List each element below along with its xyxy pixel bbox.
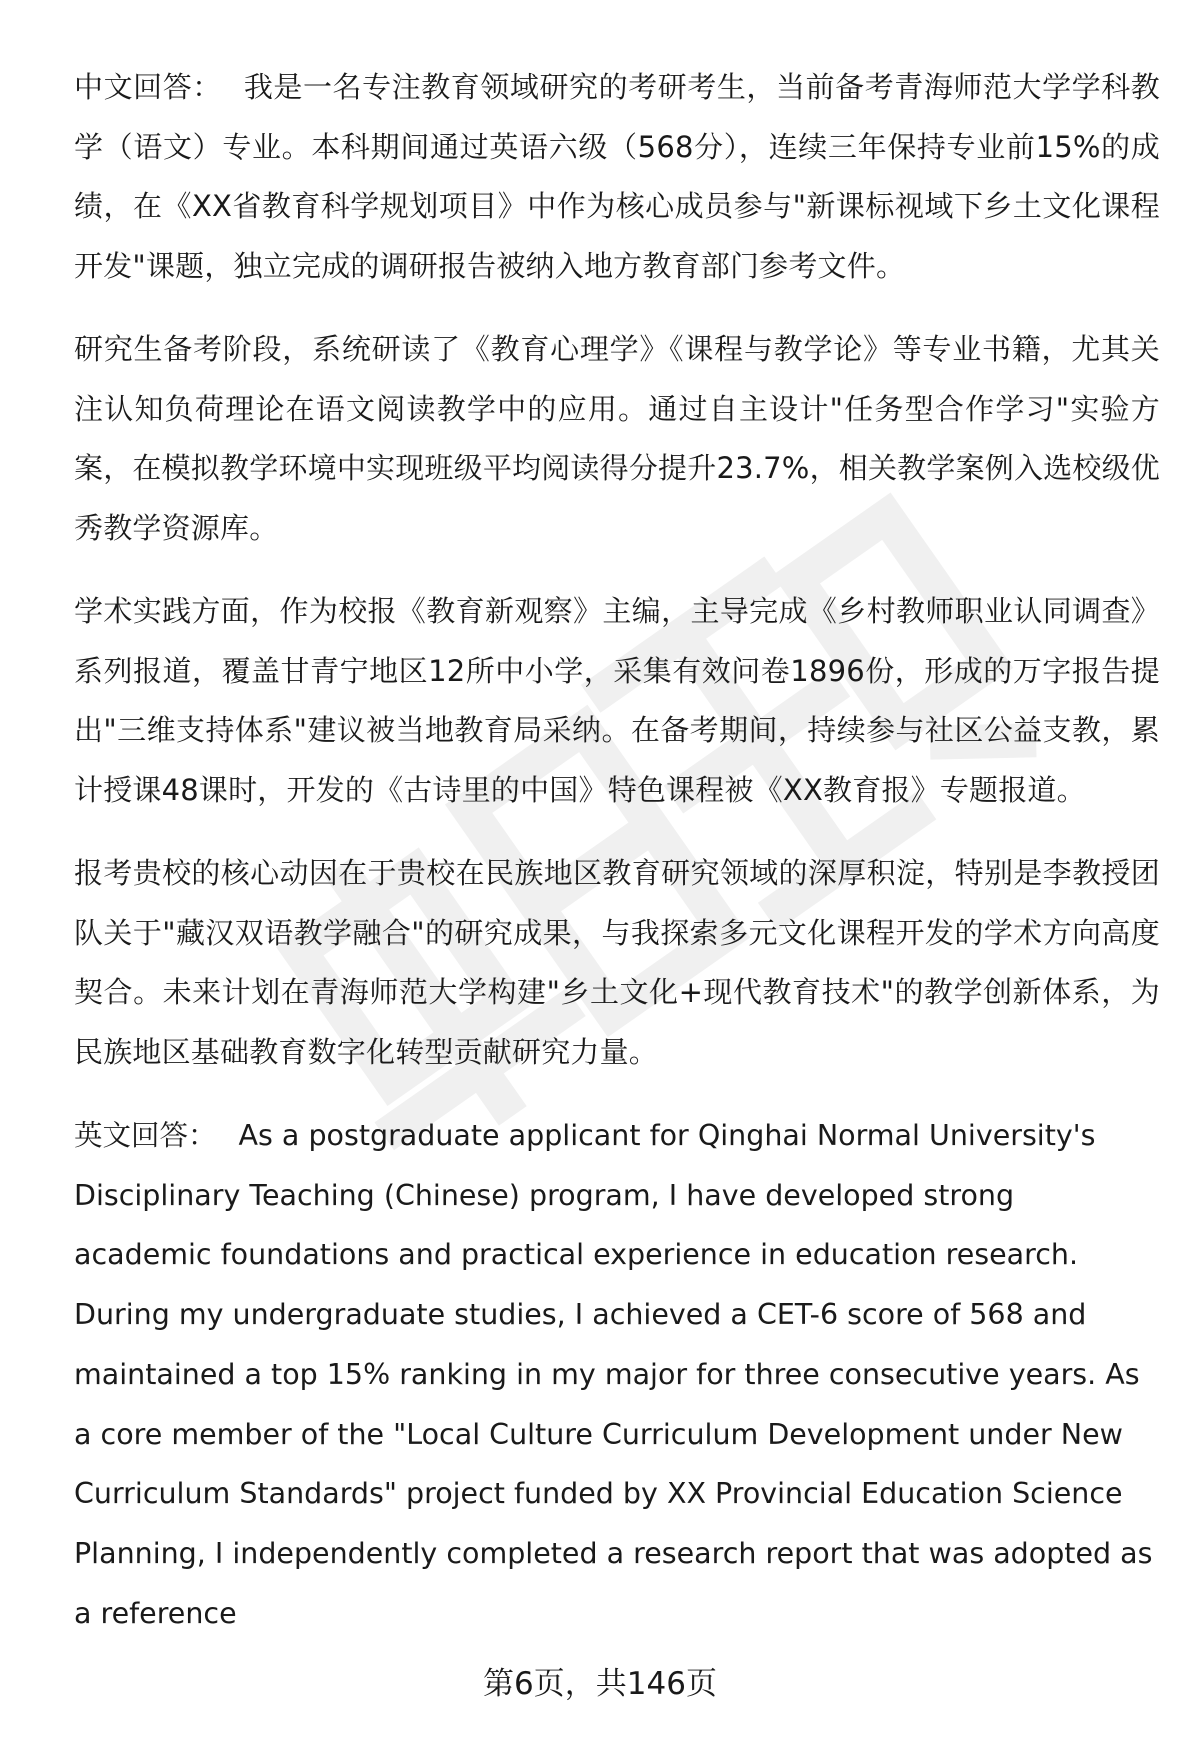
- cn-answer-label: 中文回答：: [74, 70, 222, 104]
- document-body: [74, 58, 1160, 1643]
- en-answer-label: 英文回答：: [74, 1119, 217, 1152]
- cn-paragraph-4: 报考贵校的核心动因在于贵校在民族地区教育研究领域的深厚积淀，特别是李教授团队关于"藏汉双语教学融合"的研究成果，与我探索多元文化课程开发的学术方向高度契合。未来计划在青海师范大学构建"乡土文化+现代教育技术"的教学创新体系，为民族地区基础教育数字化转型贡献研究力量。: [74, 856, 1160, 1069]
- en-paragraph: [74, 1106, 1160, 1643]
- en-paragraph-text: As a postgraduate applicant for Qinghai Normal University's Disciplinary Teaching (Chinese) program, I have developed strong academic foundations and practical experience in education research. During my undergraduate studies, I achieved a CET-6 score of 568 and maintained a top 15% ranking in my major for three consecutive years. As a core member of the "Local Culture Curriculum Development under New Curriculum Standards" project funded by XX Provincial Education Science Planning, I independently completed a research report that was adopted as a reference: [74, 1119, 1153, 1630]
- cn-paragraph-2: 研究生备考阶段，系统研读了《教育心理学》《课程与教学论》等专业书籍，尤其关注认知负荷理论在语文阅读教学中的应用。通过自主设计"任务型合作学习"实验方案，在模拟教学环境中实现班级平均阅读得分提升23.7%，相关教学案例入选校级优秀教学资源库。: [74, 332, 1160, 545]
- page-indicator: 第6页，共146页: [483, 1666, 717, 1702]
- cn-paragraph-1: [74, 58, 1160, 296]
- cn-paragraph-1-text: 我是一名专注教育领域研究的考研考生，当前备考青海师范大学学科教学（语文）专业。本科期间通过英语六级（568分），连续三年保持专业前15%的成绩，在《XX省教育科学规划项目》中作为核心成员参与"新课标视域下乡土文化课程开发"课题，独立完成的调研报告被纳入地方教育部门参考文件。: [74, 70, 1160, 283]
- page-footer: [0, 1664, 1200, 1704]
- cn-paragraph-3: 学术实践方面，作为校报《教育新观察》主编，主导完成《乡村教师职业认同调查》系列报道，覆盖甘青宁地区12所中小学，采集有效问卷1896份，形成的万字报告提出"三维支持体系"建议被当地教育局采纳。在备考期间，持续参与社区公益支教，累计授课48课时，开发的《古诗里的中国》特色课程被《XX教育报》专题报道。: [74, 594, 1160, 807]
